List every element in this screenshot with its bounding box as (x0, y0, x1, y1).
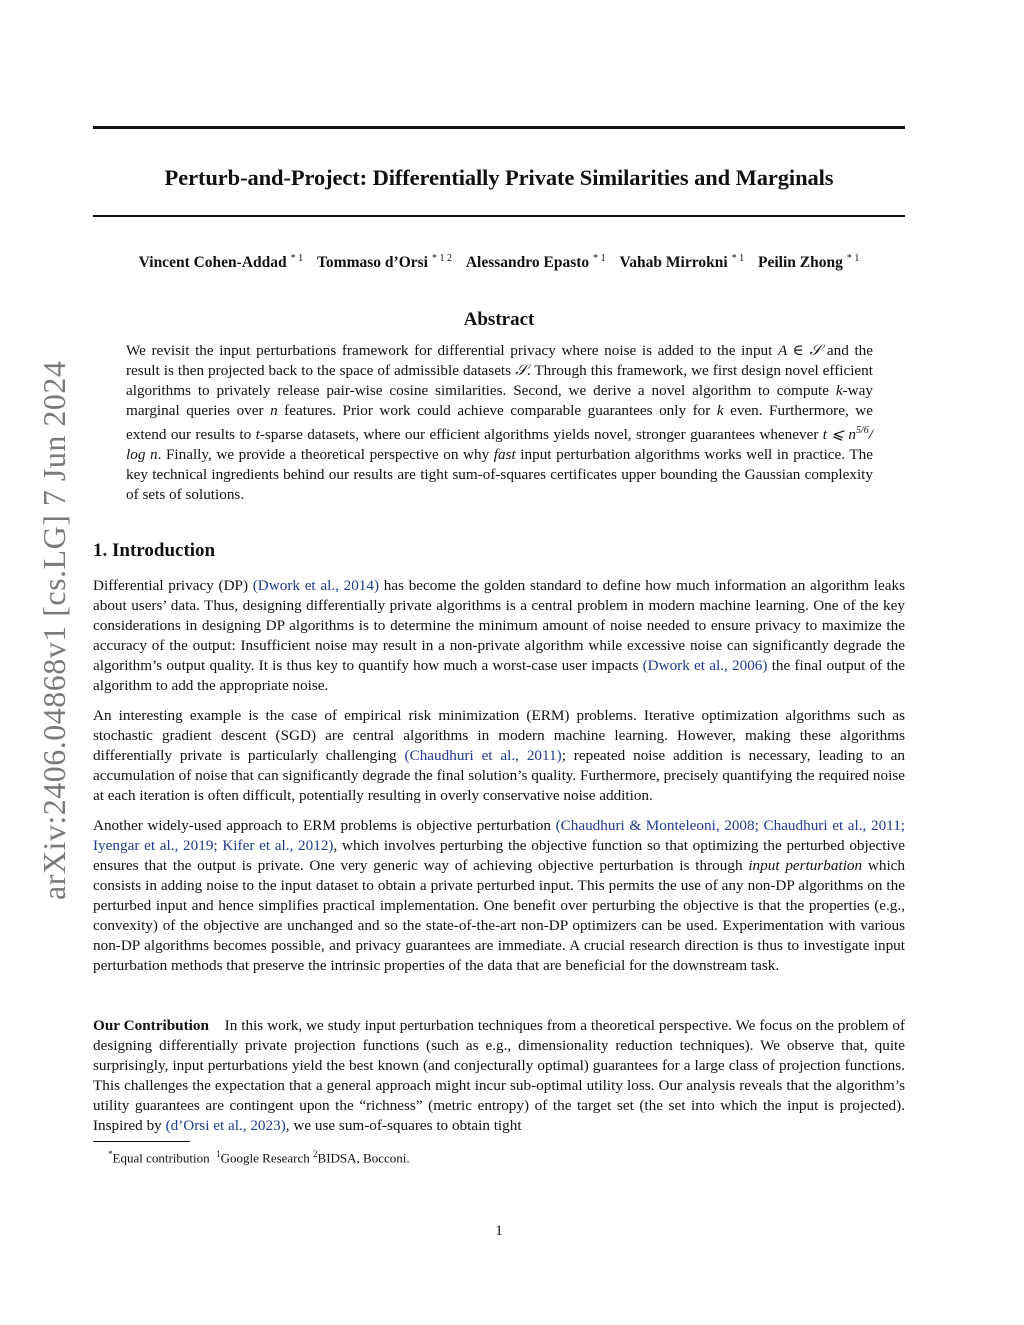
paragraph-2: An interesting example is the case of empirical risk minimization (ERM) problems. Iterative optimization algorithms such as stochastic gradient descent (SGD) are central algorithms in modern machine learning. However, making these algorithms differentially private is particularly challenging (Chaudhuri et al., 2011); repeated noise addition is necessary, leading to an accumulation of noise that can significantly degrade the final solution’s quality. Furthermore, precisely quantifying the required noise at each iteration is often difficult, potentially resulting in overly conservative noise addition. (93, 707, 905, 804)
author: Vincent Cohen-Addad $^{* 1}$ (138, 253, 304, 271)
section-heading: 1. Introduction (93, 540, 216, 561)
author: Alessandro Epasto $^{* 1}$ (465, 253, 606, 271)
author: Peilin Zhong $^{* 1}$ (758, 253, 860, 271)
contribution-lead: Our Contribution (93, 1017, 209, 1034)
citation-link[interactable]: (Dwork et al., 2006) (642, 657, 768, 674)
citation-link[interactable]: (Chaudhuri et al., 2011) (404, 747, 562, 764)
title-bottom-rule (93, 215, 905, 217)
title-top-rule (93, 126, 905, 129)
citation-link[interactable]: (d’Orsi et al., 2023) (165, 1117, 286, 1134)
paragraph-4: Our Contribution In this work, we study input perturbation techniques from a theoretical perspective. We focus on the problem of designing differentially private projection functions (such as e.g., dimensionality reduction techniques). We observe that, quite surprisingly, input perturbations yield the best known (and conjecturally optimal) guarantees for a large class of projection functions. This challenges the expectation that a general approach might incur sub-optimal utility loss. Our analysis reveals that the algorithm’s utility guarantees are contingent upon the “richness” (metric entropy) of the target set (the set into which the input is projected). Inspired by (d’Orsi et al., 2023), we use sum-of-squares to obtain tight (93, 1017, 905, 1134)
citation-link[interactable]: (Dwork et al., 2014) (252, 577, 380, 594)
author: Vahab Mirrokni $^{* 1}$ (619, 253, 745, 271)
paragraph-3: Another widely-used approach to ERM problems is objective perturbation (Chaudhuri & Monteleoni, 2008; Chaudhuri et al., 2011; Iyengar et al., 2019; Kifer et al., 2012), which involves perturbing the objective function so that optimizing the perturbed objective ensures that the output is private. One very generic way of achieving objective perturbation is through input perturbation which consists in adding noise to the input dataset to obtain a private perturbed input. This permits the use of any non-DP algorithms on the perturbed input and hence simplifies practical implementation. One benefit over perturbing the objective is that the properties (e.g., convexity) of the objective are unchanged and so the state-of-the-art non-DP optimizers can be used. Experimentation with various non-DP algorithms becomes possible, and privacy guarantees are immediate. A crucial research direction is thus to investigate input perturbation methods that preserve the intrinsic properties of the data that are beneficial for the downstream task. (93, 817, 906, 974)
footnote: *Equal contribution $^1$Google Research $^2$BIDSA, Bocconi. (108, 1149, 410, 1166)
page-number: 1 (495, 1223, 503, 1239)
paragraph-1: Differential privacy (DP) (Dwork et al., 2014) has become the golden standard to define how much information an algorithm leaks about users’ data. Thus, designing differentially private algorithms is a central problem in modern machine learning. One of the key considerations in designing DP algorithms is to determine the minimum amount of noise needed to ensure privacy to maximize the accuracy of the output: Insufficient noise may result in a non-private algorithm while excessive noise can significantly degrade the algorithm’s output quality. It is thus key to quantify how much a worst-case user impacts (Dwork et al., 2006) the final output of the algorithm to add the appropriate noise. (93, 577, 906, 694)
abstract-body: We revisit the input perturbations framework for differential privacy where noise is added to the input A ∈ 𝒮 and the result is then projected back to the space of admissible datasets 𝒮. Through this framework, we first design novel efficient algorithms to privately release pair-wise cosine similarities. Second, we derive a novel algorithm to compute k-way marginal queries over n features. Prior work could achieve comparable guarantees only for k even. Furthermore, we extend our results to t-sparse datasets, where our efficient algorithms yields novel, stronger guarantees whenever t ⩽ $n^{5/6}/$ log n. Finally, we provide a theoretical perspective on why fast input perturbation algorithms works well in practice. The key technical ingredients behind our results are tight sum-of-squares certificates upper bounding the Gaussian complexity of sets of solutions. (126, 342, 874, 504)
arxiv-stamp: arXiv:2406.04868v1 [cs.LG] 7 Jun 2024 (36, 360, 72, 900)
author-list (93, 253, 905, 272)
abstract-heading: Abstract (463, 309, 535, 330)
citation-link[interactable]: (Chaudhuri & Monteleoni, 2008; Chaudhuri et al., 2011; Iyengar et al., 2019; Kifer et al., 2012) (93, 817, 906, 854)
footnote-rule (93, 1141, 190, 1142)
paper-title: Perturb-and-Project: Differentially Private Similarities and Marginals (164, 165, 834, 190)
author: Tommaso d’Orsi $^{* 1 2}$ (317, 253, 452, 271)
